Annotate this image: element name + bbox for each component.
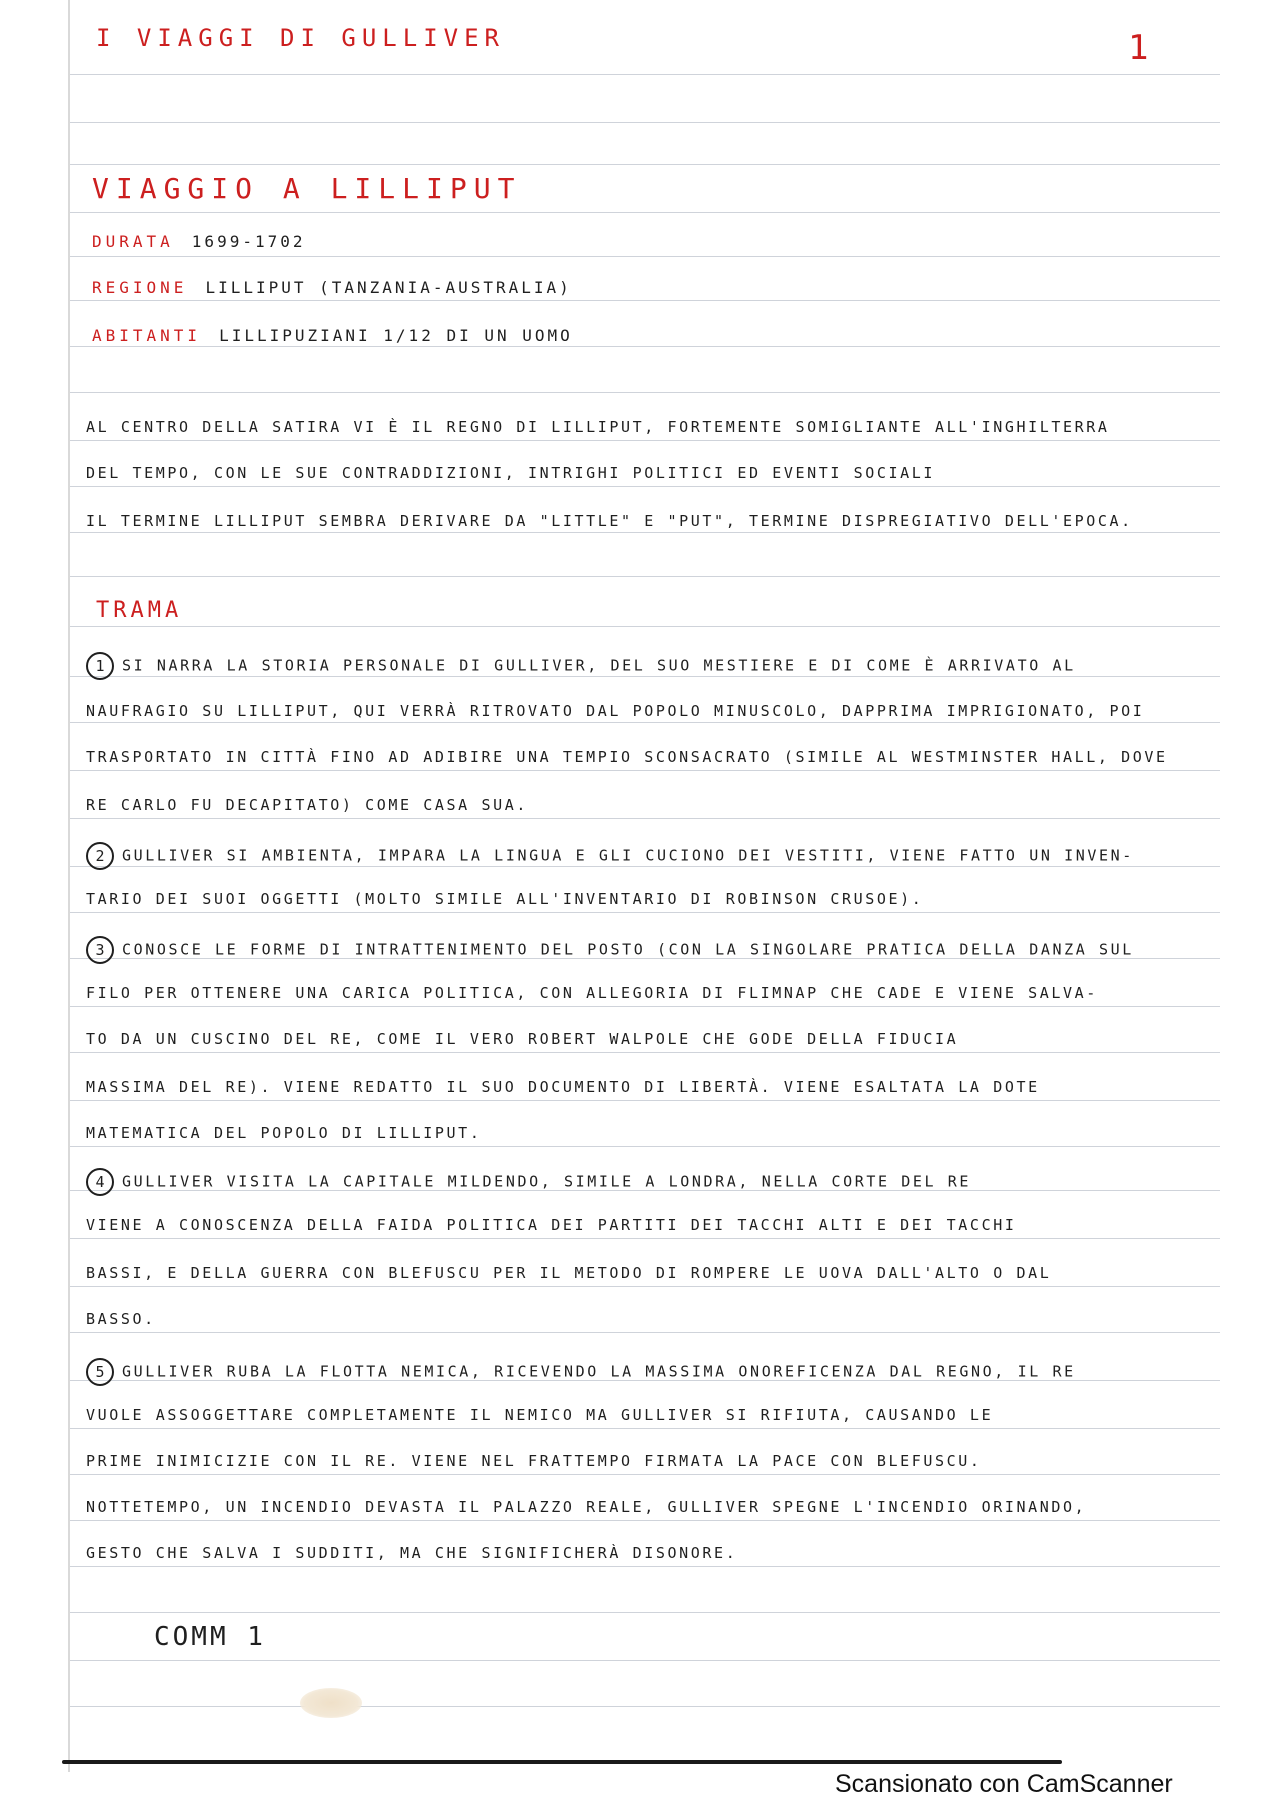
page-title: I VIAGGI DI GULLIVER: [96, 24, 505, 52]
duration-label: DURATA: [92, 232, 174, 251]
plot-line: NAUFRAGIO SU LILLIPUT, QUI VERRÀ RITROVATO DAL POPOLO MINUSCOLO, DAPPRIMA IMPRIGIONATO, POI: [86, 702, 1145, 720]
plot-line: [86, 936, 1134, 964]
inhabitants-value: LILLIPUZIANI 1/12 DI UN UOMO: [219, 326, 573, 345]
ruled-line: [70, 1428, 1220, 1429]
plot-line: [86, 652, 1076, 680]
ruled-line: [70, 440, 1220, 441]
plot-line-text: GULLIVER RUBA LA FLOTTA NEMICA, RICEVENDO LA MASSIMA ONOREFICENZA DAL REGNO, IL RE: [122, 1362, 1076, 1381]
plot-line: MASSIMA DEL RE). VIENE REDATTO IL SUO DOCUMENTO DI LIBERTÀ. VIENE ESALTATA LA DOTE: [86, 1078, 1040, 1096]
region-label: REGIONE: [92, 278, 188, 297]
plot-line-text: GULLIVER VISITA LA CAPITALE MILDENDO, SIMILE A LONDRA, NELLA CORTE DEL RE: [122, 1172, 972, 1191]
ruled-line: [70, 1146, 1220, 1147]
ruled-line: [70, 1660, 1220, 1661]
duration-row: [92, 232, 306, 251]
ruled-line: [70, 1006, 1220, 1007]
ruled-line: [70, 1100, 1220, 1101]
plot-line-text: SI NARRA LA STORIA PERSONALE DI GULLIVER, DEL SUO MESTIERE E DI COME È ARRIVATO AL: [122, 656, 1076, 675]
plot-line: VIENE A CONOSCENZA DELLA FAIDA POLITICA DEI PARTITI DEI TACCHI ALTI E DEI TACCHI: [86, 1216, 1017, 1234]
ruled-line: [70, 532, 1220, 533]
page-bottom-edge: [62, 1760, 1062, 1764]
plot-line-text: GULLIVER SI AMBIENTA, IMPARA LA LINGUA E GLI CUCIONO DEI VESTITI, VIENE FATTO UN INVEN-: [122, 846, 1134, 865]
duration-value: 1699-1702: [191, 232, 306, 251]
ruled-line: [70, 392, 1220, 393]
plot-line: NOTTETEMPO, UN INCENDIO DEVASTA IL PALAZZO REALE, GULLIVER SPEGNE L'INCENDIO ORINANDO,: [86, 1498, 1087, 1516]
plot-line: TRASPORTATO IN CITTÀ FINO AD ADIBIRE UNA TEMPIO SCONSACRATO (SIMILE AL WESTMINSTER HALL, DOVE: [86, 748, 1168, 766]
ruled-line: [70, 346, 1220, 347]
item-number-badge: 1: [86, 652, 114, 680]
chapter-heading: VIAGGIO A LILLIPUT: [92, 172, 522, 205]
ruled-line: [70, 1520, 1220, 1521]
intro-line: DEL TEMPO, CON LE SUE CONTRADDIZIONI, INTRIGHI POLITICI ED EVENTI SOCIALI: [86, 464, 936, 482]
plot-line: [86, 1358, 1076, 1386]
plot-line: PRIME INIMICIZIE CON IL RE. VIENE NEL FRATTEMPO FIRMATA LA PACE CON BLEFUSCU.: [86, 1452, 982, 1470]
ruled-line: [70, 300, 1220, 301]
ruled-line: [70, 770, 1220, 771]
item-number-badge: 5: [86, 1358, 114, 1386]
plot-line: MATEMATICA DEL POPOLO DI LILLIPUT.: [86, 1124, 482, 1142]
ruled-line: [70, 722, 1220, 723]
scanner-watermark: Scansionato con CamScanner: [835, 1770, 1173, 1798]
plot-line: GESTO CHE SALVA I SUDDITI, MA CHE SIGNIFICHERÀ DISONORE.: [86, 1544, 738, 1562]
ruled-line: [70, 486, 1220, 487]
ruled-line: [70, 1238, 1220, 1239]
intro-line: AL CENTRO DELLA SATIRA VI È IL REGNO DI LILLIPUT, FORTEMENTE SOMIGLIANTE ALL'INGHILTERRA: [86, 418, 1110, 436]
ruled-line: [70, 1052, 1220, 1053]
region-value: LILLIPUT (TANZANIA-AUSTRALIA): [205, 278, 572, 297]
ruled-line: [70, 74, 1220, 75]
plot-line: [86, 1168, 971, 1196]
plot-line: BASSI, E DELLA GUERRA CON BLEFUSCU PER IL METODO DI ROMPERE LE UOVA DALL'ALTO O DAL: [86, 1264, 1052, 1282]
plot-line: TO DA UN CUSCINO DEL RE, COME IL VERO ROBERT WALPOLE CHE GODE DELLA FIDUCIA: [86, 1030, 959, 1048]
plot-line: FILO PER OTTENERE UNA CARICA POLITICA, CON ALLEGORIA DI FLIMNAP CHE CADE E VIENE SALVA-: [86, 984, 1098, 1002]
item-number-badge: 3: [86, 936, 114, 964]
plot-line: BASSO.: [86, 1310, 156, 1328]
item-number-badge: 4: [86, 1168, 114, 1196]
ruled-line: [70, 256, 1220, 257]
ruled-line: [70, 212, 1220, 213]
plot-line: VUOLE ASSOGGETTARE COMPLETAMENTE IL NEMICO MA GULLIVER SI RIFIUTA, CAUSANDO LE: [86, 1406, 994, 1424]
region-row: [92, 278, 572, 297]
ruled-line: [70, 626, 1220, 627]
ruled-line: [70, 818, 1220, 819]
plot-line-text: CONOSCE LE FORME DI INTRATTENIMENTO DEL POSTO (CON LA SINGOLARE PRATICA DELLA DANZA SUL: [122, 940, 1134, 959]
paper-stain: [300, 1688, 362, 1718]
ruled-line: [70, 122, 1220, 123]
ruled-line: [70, 912, 1220, 913]
ruled-line: [70, 1286, 1220, 1287]
plot-line: RE CARLO FU DECAPITATO) COME CASA SUA.: [86, 796, 528, 814]
page-number: 1: [1128, 28, 1149, 68]
inhabitants-row: [92, 326, 573, 345]
intro-line: IL TERMINE LILLIPUT SEMBRA DERIVARE DA "LITTLE" E "PUT", TERMINE DISPREGIATIVO DELL'EPOCA.: [86, 512, 1133, 530]
item-number-badge: 2: [86, 842, 114, 870]
signature: COMM 1: [154, 1622, 266, 1652]
plot-line: [86, 842, 1134, 870]
ruled-line: [70, 1706, 1220, 1707]
ruled-line: [70, 576, 1220, 577]
ruled-line: [70, 1474, 1220, 1475]
ruled-line: [70, 164, 1220, 165]
ruled-line: [70, 1332, 1220, 1333]
ruled-line: [70, 1612, 1220, 1613]
plot-heading: TRAMA: [96, 598, 183, 623]
inhabitants-label: ABITANTI: [92, 326, 202, 345]
ruled-line: [70, 1566, 1220, 1567]
plot-line: TARIO DEI SUOI OGGETTI (MOLTO SIMILE ALL'INVENTARIO DI ROBINSON CRUSOE).: [86, 890, 924, 908]
